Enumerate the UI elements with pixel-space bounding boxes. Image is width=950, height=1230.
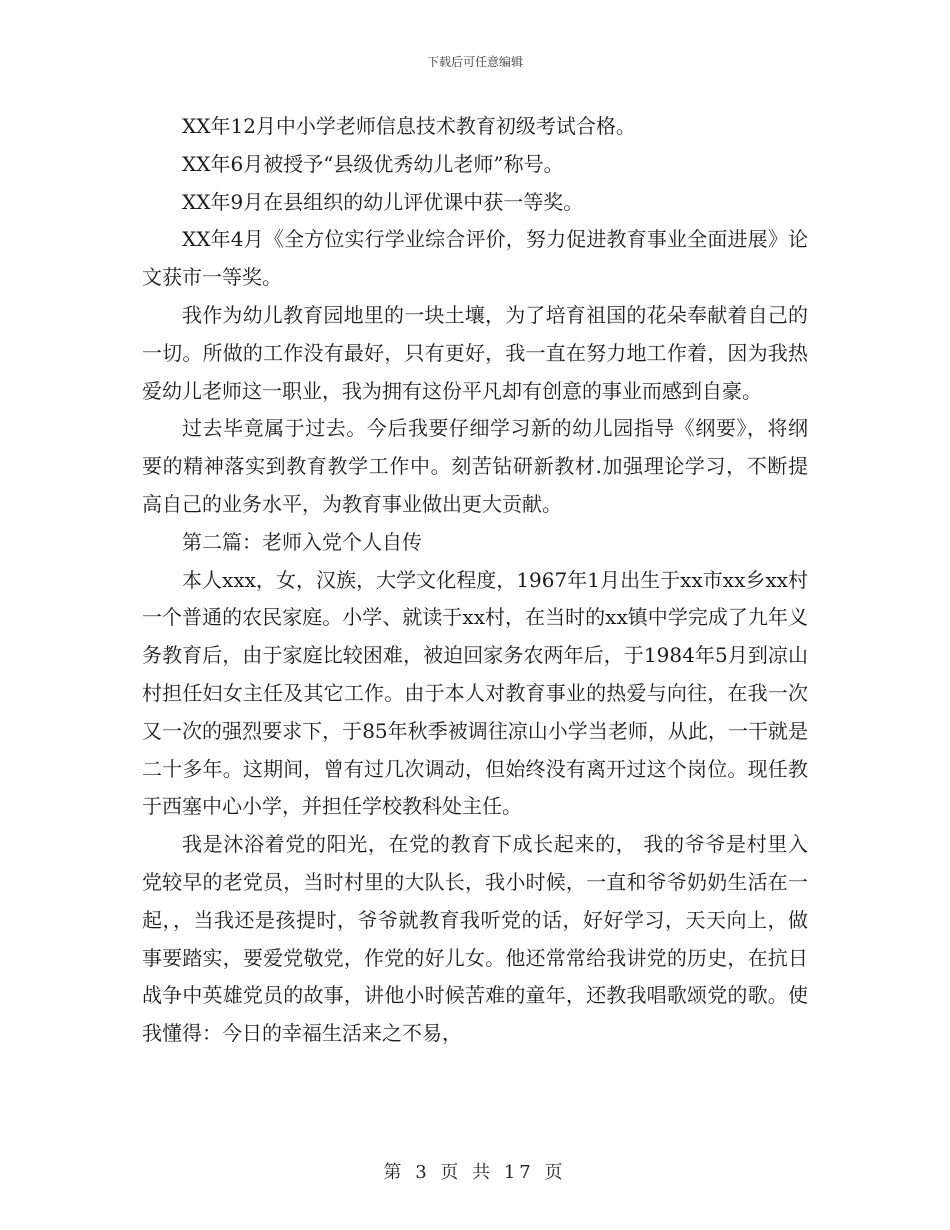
page-header: 下载后可任意编辑 <box>426 55 523 69</box>
page-footer: 第 3 页 共 17 页 <box>383 1162 567 1183</box>
paragraph-award-june: XX年6月被授予“县级优秀幼儿老师”称号。 <box>182 151 564 176</box>
document-body <box>142 108 808 1053</box>
paragraph-award-2012: XX年12月中小学老师信息技术教育初级考试合格。 <box>182 114 636 138</box>
paragraph-upbringing: 我是沐浴着党的阳光，在党的教育下成长起来的， 我的爷爷是村里入党较早的老党员，当时村里的大队长，我小时候，一直和爷爷奶奶生活在一起，，当我还是孩提时，爷爷就教育我听党的话，好好学习，天天向上，做事要踏实，要爱党敬党，作党的好儿女。他还常常给我讲党的历史，在抗日战争中英雄党员的故事，讲他小时候苦难的童年，还教我唱歌颂党的歌。使我懂得：今日的幸福生活来之不易， <box>142 832 808 1046</box>
paragraph-award-september: XX年9月在县组织的幼儿评优课中获一等奖。 <box>182 189 584 214</box>
section-heading: 第二篇：老师入党个人自传 <box>182 529 422 554</box>
paragraph-reflection: 我作为幼儿教育园地里的一块土壤，为了培育祖国的花朵奉献着自己的一切。所做的工作没有最好，只有更好，我一直在努力地工作着，因为我热爱幼儿老师这一职业，我为拥有这份平凡却有创意的事业而感到自豪。 <box>142 302 808 403</box>
paragraph-award-april: XX年4月《全方位实行学业综合评价，努力促进教育事业全面进展》论文获市一等奖。 <box>142 227 808 290</box>
paragraph-future: 过去毕竟属于过去。今后我要仔细学习新的幼儿园指导《纲要》，将纲要的精神落实到教育教学工作中。刻苦钻研新教材.加强理论学习，不断提高自己的业务水平，为教育事业做出更大贡献。 <box>142 416 808 516</box>
paragraph-biography: 本人xxx，女，汉族，大学文化程度，1967年1月出生于xx市xx乡xx村一个普通的农民家庭。小学、就读于xx村，在当时的xx镇中学完成了九年义务教育后，由于家庭比较困难，被迫回家务农两年后，于1984年5月到凉山村担任妇女主任及其它工作。由于本人对教育事业的热爱与向往，在我一次又一次的强烈要求下，于85年秋季被调往凉山小学当老师，从此，一干就是二十多年。这期间，曾有过几次调动，但始终没有离开过这个岗位。现任教于西塞中心小学，并担任学校教科处主任。 <box>142 567 808 819</box>
